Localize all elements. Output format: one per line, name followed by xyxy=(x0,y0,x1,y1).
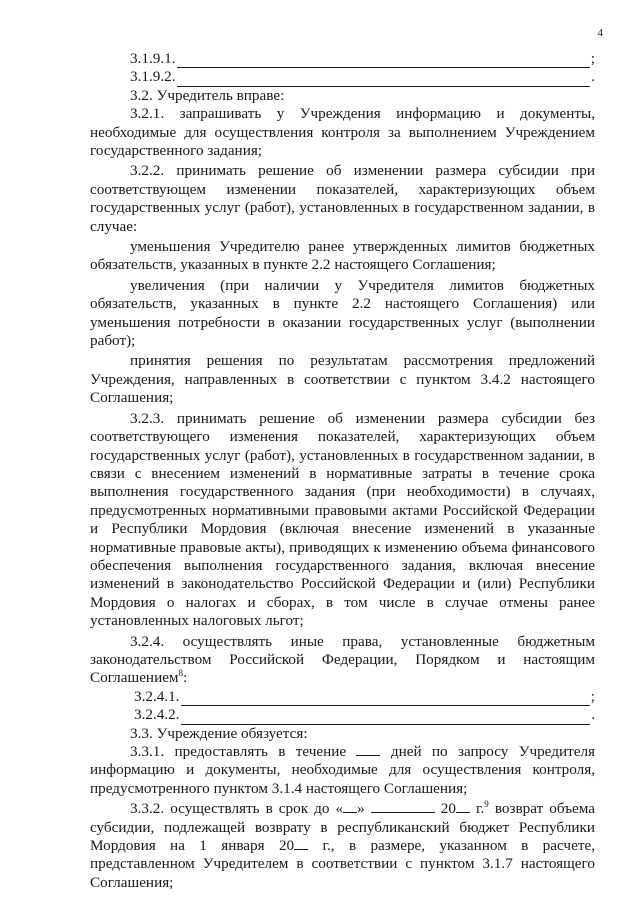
footnote-ref: 9 xyxy=(484,799,489,810)
days-blank xyxy=(356,743,380,756)
fill-line xyxy=(177,73,591,87)
section-3-2-heading: 3.2. Учредитель вправе: xyxy=(130,86,285,104)
month-blank xyxy=(371,800,435,813)
clause-3-2-4: 3.2.4. осуществлять иные права, установленные бюджетным законодательством Российской Федерации, Порядком и настоящим Соглашением$^8$: xyxy=(90,632,595,687)
section-3-3-heading: 3.3. Учреждение обязуется: xyxy=(130,724,308,742)
blank-line-3242: 3.2.4.2. . xyxy=(134,706,595,724)
clause-label: 3.1.9.1. xyxy=(130,49,176,67)
case-item-1: уменьшения Учредителю ранее утвержденных лимитов бюджетных обязательств, указанных в пункте 2.2 настоящего Соглашения; xyxy=(90,238,595,274)
clause-label: 3.1.9.2. xyxy=(130,68,176,86)
fill-line xyxy=(177,54,590,68)
day-blank xyxy=(343,800,357,813)
clause-3-2-1: 3.2.1. запрашивать у Учреждения информацию и документы, необходимые для осуществления контроля за выполнением Учреждением государственного задания; xyxy=(90,105,595,159)
clause-label: 3.2.4.2. xyxy=(134,706,180,724)
page-number: 4 xyxy=(597,27,603,39)
fill-line xyxy=(181,711,591,725)
case-item-2: увеличения (при наличии у Учредителя лимитов бюджетных обязательств, указанных в пункте 2.2 настоящего Соглашения) или уменьшения потребности в оказании государственных услуг (выполнении работ); xyxy=(90,276,595,350)
fill-line xyxy=(181,692,590,706)
clause-3-3-1: 3.3.1. предоставлять в течение дней по запросу Учредителя информацию и документы, необходимые для осуществления контроля, предусмотренного пунктом 3.1.4 настоящего Соглашения; xyxy=(90,742,596,797)
clause-3-3-2: 3.3.2. осуществлять в срок до « » 20 г.$^9$ возврат объема субсидии, подлежащей возврату в республиканский бюджет Республики Мордовия на 1 января 20 г., в размере, указанном в расчете, представленном Учредителем в соответствии с пунктом 3.1.7 настоящего Соглашения; xyxy=(90,799,596,891)
blank-line-3192: 3.1.9.2. . xyxy=(130,68,595,86)
clause-label: 3.2.4.1. xyxy=(134,687,180,705)
blank-line-3191: 3.1.9.1. ; xyxy=(130,49,595,67)
clause-3-2-2: 3.2.2. принимать решение об изменении размера субсидии при соответствующем изменении показателей, характеризующих объем государственных услуг (работ), установленных в государственном задании, в случае: xyxy=(90,162,595,235)
year-blank xyxy=(294,837,308,850)
document-body xyxy=(90,50,595,894)
blank-line-3241: 3.2.4.1. ; xyxy=(134,687,595,705)
clause-3-2-3: 3.2.3. принимать решение об изменении размера субсидии без соответствующего изменения показателей, характеризующих объем государственных услуг (работ), установленных в государственном задании, в связи с внесением изменений в нормативные затраты в течение срока выполнения государственного задания (при необходимости) в случаях, предусмотренных нормативными правовыми актами Российской Федерации и Республики Мордовия (включая внесение изменений в указанные нормативные правовые акты), приводящих к изменению объема финансового обеспечения выполнения государственного задания, включая внесение изменений в законодательство Российской Федерации и (или) Республики Мордовия о налогах и сборах, в том числе в случае отмены ранее установленных налоговых льгот; xyxy=(90,409,595,630)
footnote-ref: 8 xyxy=(178,668,184,679)
year-blank xyxy=(456,800,470,813)
case-item-3: принятия решения по результатам рассмотрения предложений Учреждения, направленных в соответствии с пунктом 3.4.2 настоящего Соглашения; xyxy=(90,352,595,407)
